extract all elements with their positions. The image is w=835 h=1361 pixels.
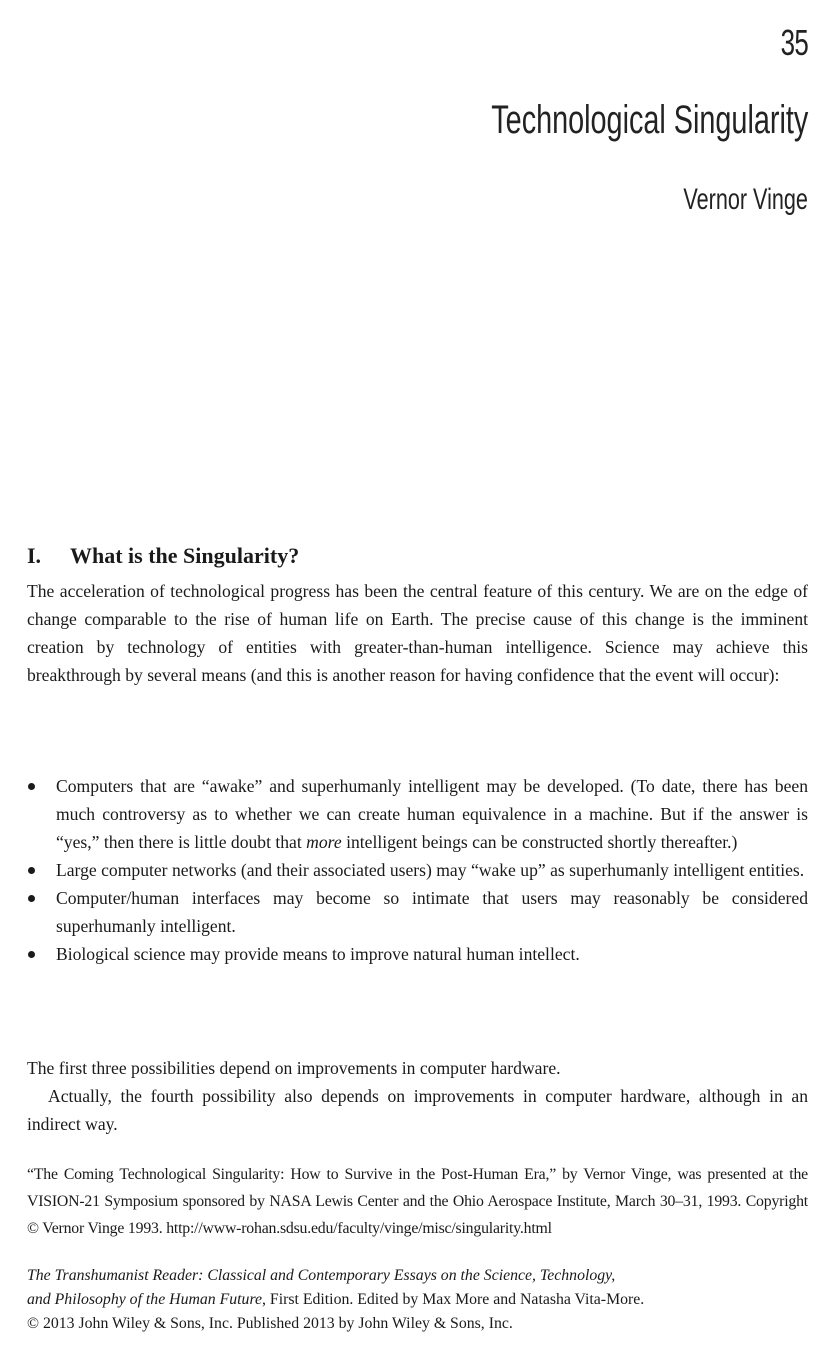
book-title-line2: and Philosophy of the Human Future [27,1291,263,1308]
chapter-author: Vernor Vinge [683,183,808,216]
bullet-icon [28,895,35,902]
list-item-text: intelligent beings can be constructed shortly thereafter.) [341,832,738,852]
chapter-title: Technological Singularity [491,98,808,142]
list-item-text: Computer/human interfaces may become so intimate that users may reasonably be considered superhumanly intelligent. [56,888,808,936]
bullet-icon [28,867,35,874]
chapter-number: 35 [780,22,808,63]
list-item [27,856,808,884]
list-item-text: Computers that are “awake” and superhumanly intelligent may be developed. (To date, there has been much controversy as to whether we can create human equivalence in a machine. But if the answer is “yes,” then there is little doubt that [56,776,808,852]
edition-info: , First Edition. Edited by Max More and Natasha Vita-More. [262,1291,645,1308]
credit-note: “The Coming Technological Singularity: How to Survive in the Post-Human Era,” by Vernor Vinge, was presented at the VISION-21 Symposium sponsored by NASA Lewis Center and the Ohio Aerospace Institute, March 30–31, 1993. Copyright © Vernor Vinge 1993. http://www-rohan.sdsu.edu/faculty/vinge/misc/singularity.html [27,1166,808,1237]
section-number: I. [27,543,42,568]
section-heading [27,543,299,569]
book-title-line1: The Transhumanist Reader: Classical and Contemporary Essays on the Science, Technology, [27,1267,616,1284]
list-item [27,940,808,968]
means-list [27,772,808,968]
paragraph-first-three: The first three possibilities depend on improvements in computer hardware. [27,1058,561,1078]
bullet-icon [28,783,35,790]
list-item-text: Large computer networks (and their associated users) may “wake up” as superhumanly intelligent entities. [56,860,805,880]
emphasis-text: more [306,832,342,852]
paragraph-fourth: Actually, the fourth possibility also depends on improvements in computer hardware, although in an indirect way. [27,1086,808,1134]
list-item [27,884,808,940]
list-item [27,772,808,856]
copyright-line: © 2013 John Wiley & Sons, Inc. Published 2013 by John Wiley & Sons, Inc. [27,1315,513,1332]
intro-paragraph: The acceleration of technological progress has been the central feature of this century. We are on the edge of change comparable to the rise of human life on Earth. The precise cause of this change is the imminent creation by technology of entities with greater-than-human intelligence. Science may achieve this breakthrough by several means (and this is another reason for having confidence that the event will occur): [27,581,808,685]
source-citation [27,1264,808,1336]
bullet-icon [28,951,35,958]
section-title: What is the Singularity? [70,543,300,568]
list-item-text: Biological science may provide means to improve natural human intellect. [56,944,580,964]
